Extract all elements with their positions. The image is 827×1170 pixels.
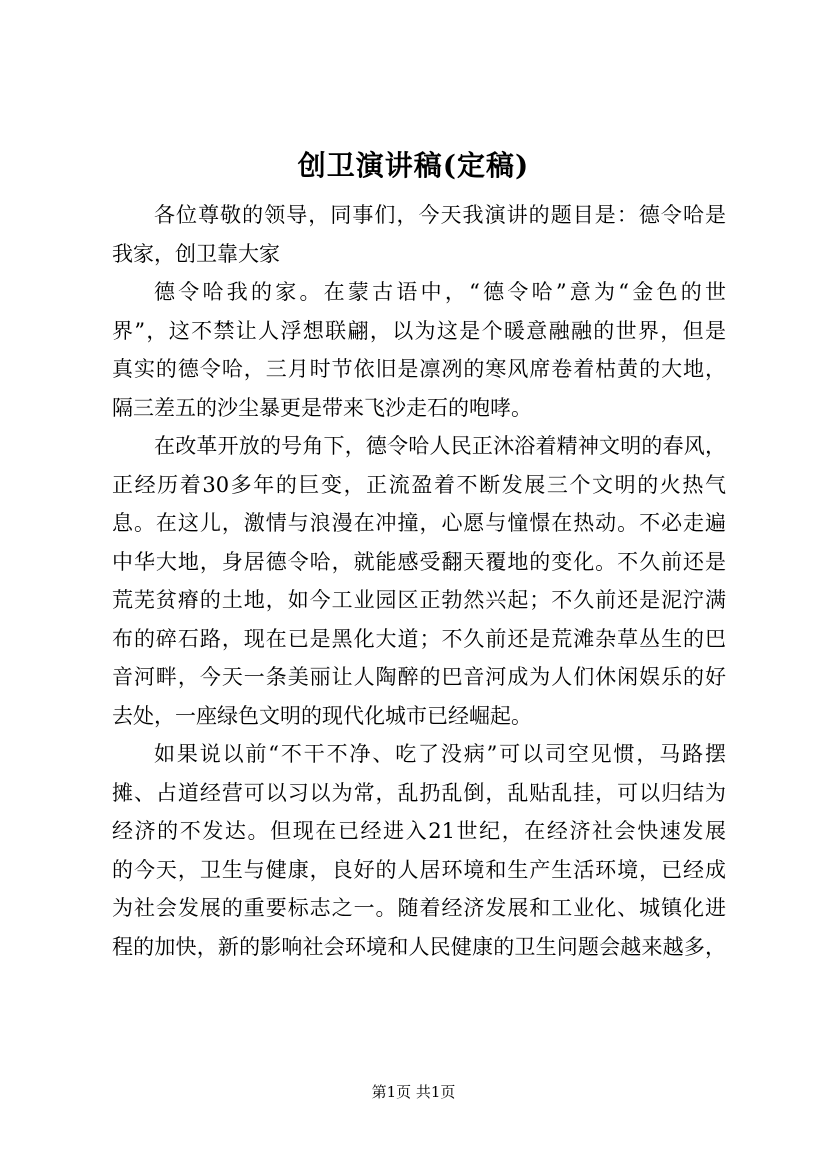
paragraph-2-line-3: 真实的德令哈，三月时节依旧是凛冽的寒风席卷着枯黄的大地， bbox=[112, 357, 726, 381]
paragraph-3-line-6: 布的碎石路，现在已是黑化大道；不久前还是荒滩杂草丛生的巴 bbox=[112, 626, 726, 651]
paragraph-3-line-8: 去处，一座绿色文明的现代化城市已经崛起。 bbox=[112, 703, 532, 728]
paragraph-3-line-3: 息。在这儿，激情与浪漫在冲撞，心愿与憧憬在热动。不必走遍 bbox=[112, 511, 726, 535]
paragraph-4-line-5: 为社会发展的重要标志之一。随着经济发展和工业化、城镇化进 bbox=[112, 896, 726, 920]
paragraph-2-line-4: 隔三差五的沙尘暴更是带来飞沙走石的咆哮。 bbox=[112, 395, 532, 420]
paragraph-3-line-4: 中华大地，身居德令哈，就能感受翻天覆地的变化。不久前还是 bbox=[112, 549, 726, 574]
paragraph-4-line-1: 如果说以前“不干不净、吃了没病”可以司空见惯，马路摆 bbox=[154, 742, 726, 766]
document-body bbox=[112, 196, 726, 966]
paragraph-3-line-7: 音河畔，今天一条美丽让人陶醉的巴音河成为人们休闲娱乐的好 bbox=[112, 665, 726, 689]
page-number-footer: 第1页 共1页 bbox=[371, 1083, 456, 1101]
paragraph-4-line-6: 程的加快，新的影响社会环境和人民健康的卫生问题会越来越多， bbox=[112, 934, 726, 959]
paragraph-1-line-1: 各位尊敬的领导，同事们，今天我演讲的题目是：德令哈是 bbox=[154, 203, 726, 227]
paragraph-1-line-2: 我家，创卫靠大家 bbox=[112, 241, 280, 266]
paragraph-4-line-4: 的今天，卫生与健康，良好的人居环境和生产生活环境，已经成 bbox=[112, 857, 726, 882]
paragraph-4-line-3: 经济的不发达。但现在已经进入21世纪，在经济社会快速发展 bbox=[112, 819, 726, 843]
paragraph-4-line-2: 摊、占道经营可以习以为常，乱扔乱倒，乱贴乱挂，可以归结为 bbox=[112, 780, 726, 805]
paragraph-2-line-1: 德令哈我的家。在蒙古语中，“德令哈”意为“金色的世 bbox=[154, 280, 726, 304]
paragraph-3-line-1: 在改革开放的号角下，德令哈人民正沐浴着精神文明的春风， bbox=[154, 434, 726, 458]
paragraph-3-line-2: 正经历着30多年的巨变，正流盈着不断发展三个文明的火热气 bbox=[112, 472, 726, 497]
document-title: 创卫演讲稿(定稿) bbox=[297, 149, 530, 182]
paragraph-3-line-5: 荒芜贫瘠的土地，如今工业园区正勃然兴起；不久前还是泥泞满 bbox=[112, 588, 726, 612]
paragraph-2-line-2: 界”，这不禁让人浮想联翩，以为这是个暖意融融的世界，但是 bbox=[112, 318, 726, 343]
